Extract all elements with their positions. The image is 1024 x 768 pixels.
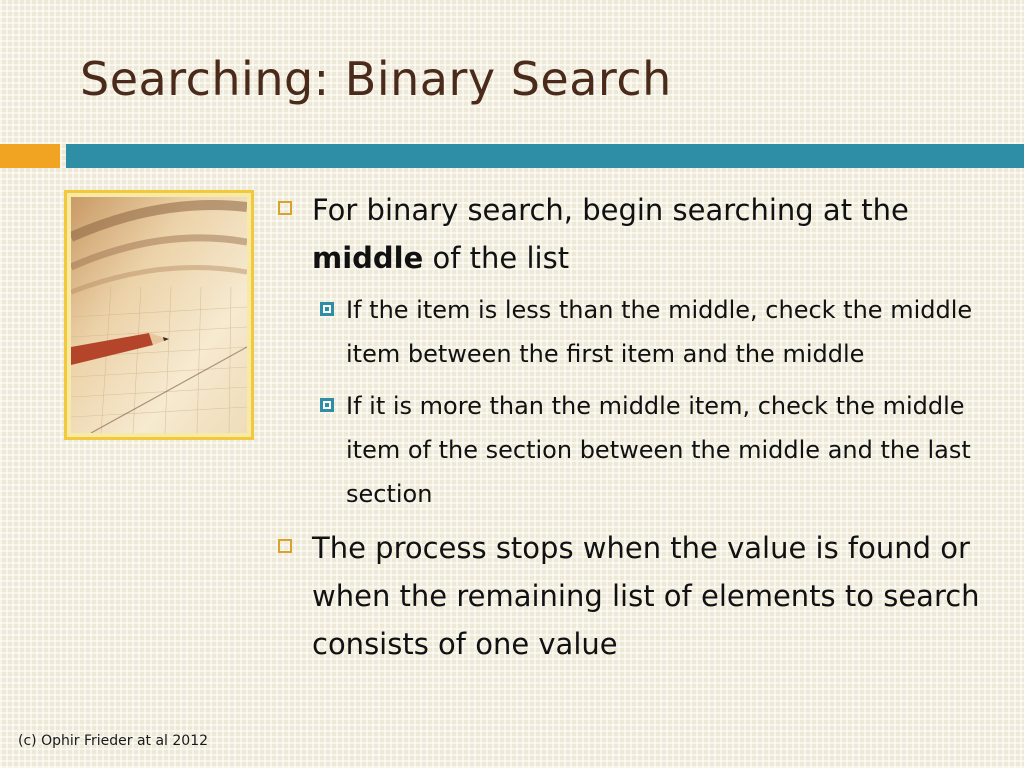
sub-bullet-item: [276, 288, 1006, 376]
accent-bar-orange: [0, 144, 60, 168]
pencil-on-paper-icon: [71, 197, 247, 433]
bullet-item: [276, 524, 1006, 668]
sub-bullet-item: [276, 384, 1006, 516]
hollow-square-bullet-icon: [278, 539, 292, 553]
bullet-text: The process stops when the value is found or when the remaining list of elements to search consists of one value: [312, 531, 980, 661]
bullet-text-bold: middle: [312, 241, 424, 275]
bullet-list: [276, 186, 1006, 674]
filled-square-bullet-icon: [320, 302, 334, 316]
accent-bar-teal: [66, 144, 1024, 168]
pencil-photo: [64, 190, 254, 440]
hollow-square-bullet-icon: [278, 201, 292, 215]
sub-bullet-text: If the item is less than the middle, check the middle item between the first item and the middle: [346, 296, 973, 368]
bullet-text: For binary search, begin searching at the: [312, 193, 909, 227]
slide-title: Searching: Binary Search: [80, 52, 672, 106]
bullet-item: [276, 186, 1006, 282]
copyright-footer: (c) Ophir Frieder at al 2012: [18, 733, 209, 749]
bullet-text: of the list: [423, 241, 570, 275]
sub-bullet-text: If it is more than the middle item, check the middle item of the section between the middle and the last section: [346, 392, 971, 508]
filled-square-bullet-icon: [320, 398, 334, 412]
